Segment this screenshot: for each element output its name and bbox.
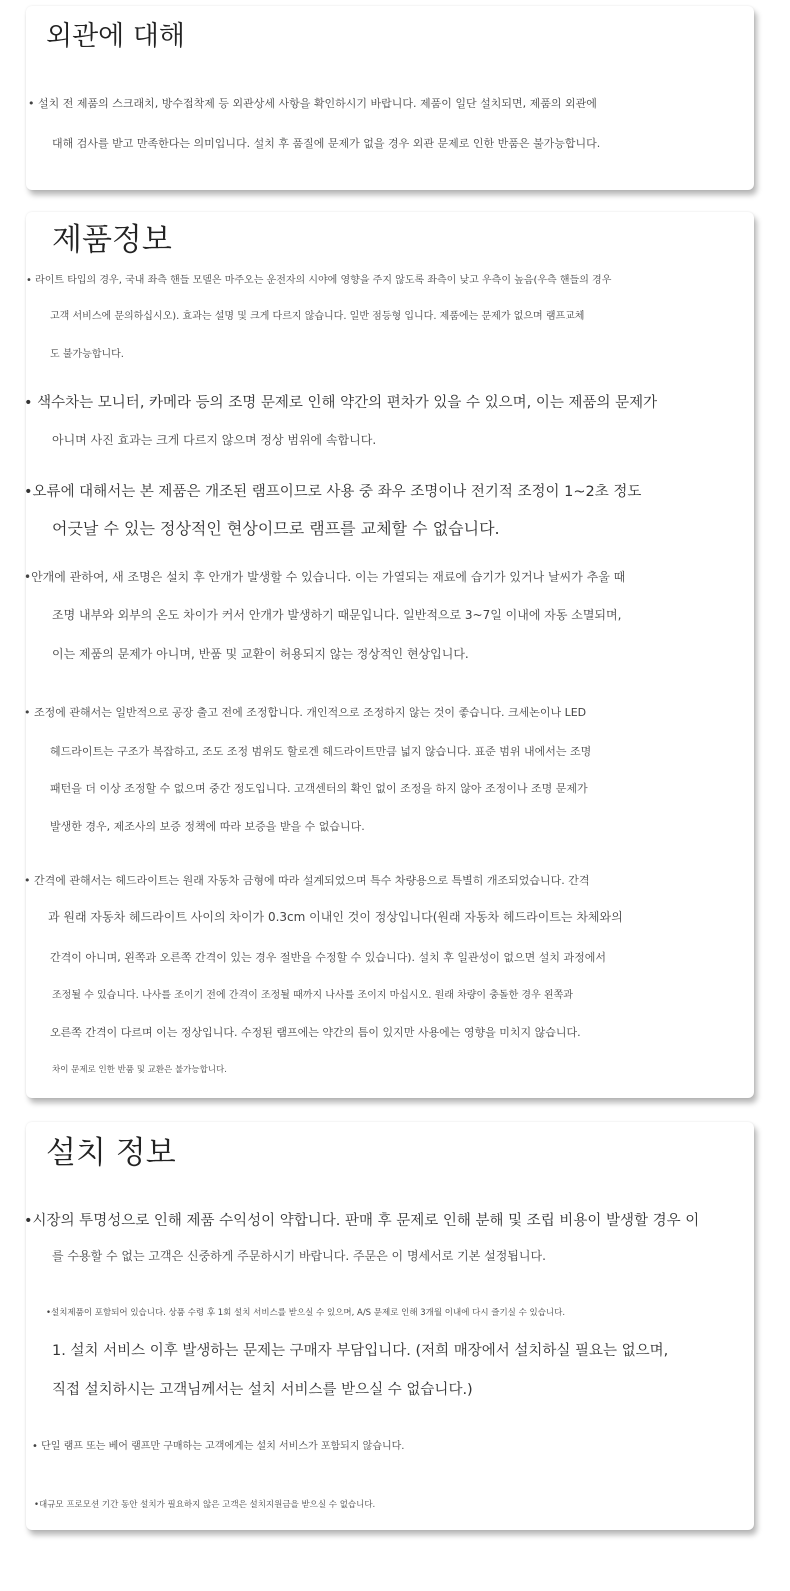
product-info-line-20: 차이 문제로 인한 반품 및 교환은 불가능합니다. bbox=[52, 1065, 227, 1075]
product-info-line-6: •오류에 대해서는 본 제품은 개조된 램프이므로 사용 중 좌우 조명이나 전기적 조정이 1~2초 정도 bbox=[24, 484, 642, 500]
appearance-title: 외관에 대해 bbox=[46, 21, 185, 52]
installation-line-2: 를 수용할 수 없는 고객은 신중하게 주문하시기 바랍니다. 주문은 이 명세서로 기본 설정됩니다. bbox=[52, 1249, 546, 1263]
installation-line-7: •대규모 프로모션 기간 동안 설치가 필요하지 않은 고객은 설치지원금을 받으실 수 없습니다. bbox=[34, 1500, 376, 1510]
product-info-line-14: 발생한 경우, 제조사의 보증 정책에 따라 보증을 받을 수 없습니다. bbox=[50, 820, 365, 833]
product-info-line-3: 도 불가능합니다. bbox=[50, 349, 124, 360]
installation-title: 설치 정보 bbox=[46, 1135, 176, 1171]
installation-line-4: 1. 설치 서비스 이후 발생하는 문제는 구매자 부담입니다. (저희 매장에서 설치하실 필요는 없으며, bbox=[52, 1343, 669, 1359]
product-info-line-19: 오른쪽 간격이 다르며 이는 정상입니다. 수정된 램프에는 약간의 틈이 있지만 사용에는 영향을 미치지 않습니다. bbox=[50, 1026, 581, 1039]
product-info-line-15: • 간격에 관해서는 헤드라이트는 원래 자동차 금형에 따라 설계되었으며 특수 차량용으로 특별히 개조되었습니다. 간격 bbox=[24, 874, 590, 887]
product-info-line-13: 패턴을 더 이상 조정할 수 없으며 중간 정도입니다. 고객센터의 확인 없이 조정을 하지 않아 조정이나 조명 문제가 bbox=[50, 782, 588, 795]
product-info-line-4: • 색수차는 모니터, 카메라 등의 조명 문제로 인해 약간의 편차가 있을 수 있으며, 이는 제품의 문제가 bbox=[24, 395, 658, 411]
product-info-line-12: 헤드라이트는 구조가 복잡하고, 조도 조정 범위도 할로겐 헤드라이트만큼 넓지 않습니다. 표준 범위 내에서는 조명 bbox=[50, 745, 592, 758]
installation-line-6: • 단일 램프 또는 베어 램프만 구매하는 고객에게는 설치 서비스가 포함되지 않습니다. bbox=[32, 1441, 405, 1452]
product-info-line-9: 조명 내부와 외부의 온도 차이가 커서 안개가 발생하기 때문입니다. 일반적으로 3~7일 이내에 자동 소멸되며, bbox=[52, 608, 622, 622]
product-info-line-11: • 조정에 관해서는 일반적으로 공장 출고 전에 조정합니다. 개인적으로 조정하지 않는 것이 좋습니다. 크세논이나 LED bbox=[24, 706, 587, 719]
installation-card bbox=[26, 1122, 754, 1530]
appearance-line-1: • 설치 전 제품의 스크래치, 방수접착제 등 외관상세 사항을 확인하시기 바랍니다. 제품이 일단 설치되면, 제품의 외관에 bbox=[28, 97, 597, 110]
installation-line-1: •시장의 투명성으로 인해 제품 수익성이 약합니다. 판매 후 문제로 인해 분해 및 조립 비용이 발생할 경우 이 bbox=[24, 1213, 700, 1229]
product-info-title: 제품정보 bbox=[52, 222, 172, 258]
installation-line-5: 직접 설치하시는 고객님께서는 설치 서비스를 받으실 수 없습니다.) bbox=[52, 1382, 473, 1398]
product-info-line-5: 아니며 사진 효과는 크게 다르지 않으며 정상 범위에 속합니다. bbox=[52, 433, 377, 447]
product-info-line-1: • 라이트 타입의 경우, 국내 좌측 핸들 모델은 마주오는 운전자의 시야에 영향을 주지 않도록 좌측이 낮고 우측이 높음(우측 핸들의 경우 bbox=[26, 275, 612, 286]
product-info-line-10: 이는 제품의 문제가 아니며, 반품 및 교환이 허용되지 않는 정상적인 현상입니다. bbox=[52, 647, 469, 661]
product-info-line-2: 고객 서비스에 문의하십시오). 효과는 설명 및 크게 다르지 않습니다. 일반 점등형 입니다. 제품에는 문제가 없으며 램프교체 bbox=[50, 311, 585, 322]
installation-line-3: •설치제품이 포함되어 있습니다. 상품 수령 후 1회 설치 서비스를 받으실 수 있으며, A/S 문제로 인해 3개월 이내에 다시 즐기실 수 있습니다. bbox=[46, 1308, 566, 1318]
product-info-line-7: 어긋날 수 있는 정상적인 현상이므로 램프를 교체할 수 없습니다. bbox=[52, 519, 500, 538]
product-info-line-8: •안개에 관하여, 새 조명은 설치 후 안개가 발생할 수 있습니다. 이는 가열되는 재료에 습기가 있거나 날씨가 추울 때 bbox=[24, 570, 626, 584]
product-info-line-18: 조정될 수 있습니다. 나사를 조이기 전에 간격이 조정될 때까지 나사를 조이지 마십시오. 원래 차량이 충돌한 경우 왼쪽과 bbox=[52, 990, 573, 1001]
product-info-line-16: 과 원래 자동차 헤드라이트 사이의 차이가 0.3cm 이내인 것이 정상입니다(원래 자동차 헤드라이트는 차체와의 bbox=[48, 910, 623, 924]
appearance-line-2: 대해 검사를 받고 만족한다는 의미입니다. 설치 후 품질에 문제가 없을 경우 외관 문제로 인한 반품은 불가능합니다. bbox=[52, 137, 601, 150]
product-info-line-17: 간격이 아니며, 왼쪽과 오른쪽 간격이 있는 경우 절반을 수정할 수 있습니다). 설치 후 일관성이 없으면 설치 과정에서 bbox=[50, 951, 607, 964]
